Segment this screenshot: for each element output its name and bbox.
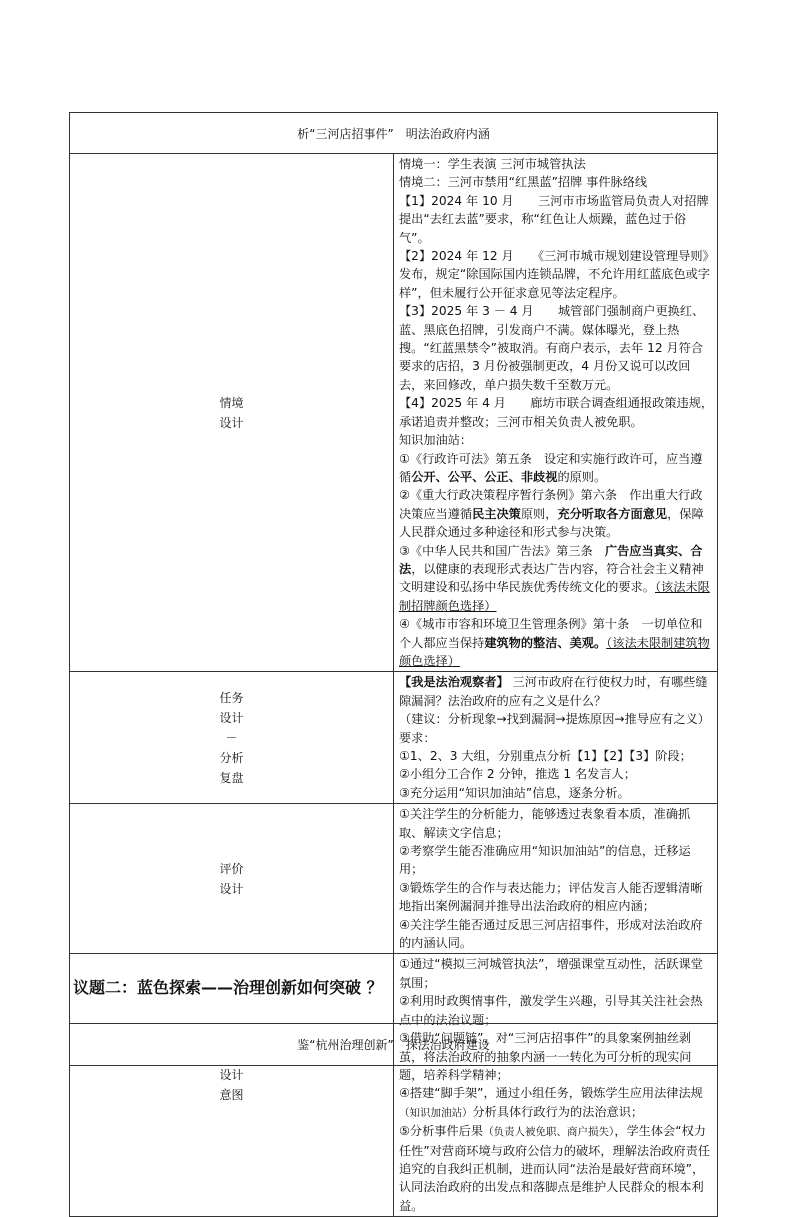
row-evaluation-design [70,804,718,954]
evaluation-line-4: ④关注学生能否通过反思三河店招事件，形成对法治政府的内涵认同。 [399,917,703,951]
event-3: 【3】2025 年 3 － 4 月 城管部门强制商户更换红、蓝、黑底色招牌，引发商户不满。媒体曝光，登上热搜。“红蓝黑禁令”被取消。有商户表示，去年 12 月符合要求的店招，3 月份被强制更改，4 月份又说可以改回去，来回修改，单户损失数千至数万元。 [399,304,705,392]
law-3-emphasis: 广告应当真实、合法 [399,543,703,576]
task-title: 【我是法治观察者】 [399,675,509,690]
intent-line-5 [399,1122,714,1215]
task-hint: （建议：分析现象→找到漏洞→提炼原因→推导应有之义） [399,712,710,727]
label-line: 分析 [219,750,244,765]
law-4-note: （该法未限制建筑物颜色选择） [399,635,710,668]
law-2-mid: 原则， [520,506,558,521]
intent-line-3: ③借助“问题链”，对“三河店招事件”的具象案例抽丝剥茧，将法治政府的抽象内涵一一转化为可分析的现实问题，培养科学精神； [399,1031,692,1082]
row-scenario-design [70,154,718,672]
issue-two-title: 议题二：蓝色探索——治理创新如何突破 ？ [73,978,383,997]
scenario-content [394,154,718,672]
law-3 [399,542,714,616]
row-label-evaluation [70,804,394,954]
intent-line-1: ①通过“模拟三河城管执法”，增强课堂互动性，活跃课堂氛围； [399,957,703,990]
event-1: 【1】2024 年 10 月 三河市市场监管局负责人对招牌提出“去红去蓝”要求，称“红色让人烦躁，蓝色过于俗气”。 [399,193,709,245]
task-question [399,673,714,710]
intent-line-5-tail: ，学生体会“权力任性”对营商环境与政府公信力的破坏，理解法治政府责任追究的自我纠正机制，进而认同“法治是最好营商环境”，认同法治政府的出发点和落脚点是维护人民群众的根本利益。 [399,1124,711,1213]
label-line: 任务 [219,690,244,705]
law-2 [399,486,714,541]
law-3-body: ，以健康的表现形式表达广告内容，符合社会主义精神文明建设和弘扬中华民族优秀传统文化的要求。 [399,561,704,595]
event-4: 【4】2025 年 4 月 廊坊市联合调查组通报政策违规，承诺追责并整改；三河市相关负责人被免职。 [399,396,714,429]
row-label-task [70,672,394,804]
label-line: 设计 [219,881,244,896]
task-requirement-1: ①1、2、3 大组，分别重点分析【1】【2】【3】阶段； [399,749,692,763]
label-line: 情境 [219,395,244,410]
intent-line-5-text: ⑤分析事件后果 [399,1124,484,1139]
intent-line-4-text: ④搭建“脚手架”，通过小组任务，锻炼学生应用法律法规 [399,1086,703,1101]
label-line: 评价 [219,861,244,876]
intent-line-4 [399,1084,714,1122]
intent-content [394,954,718,1217]
label-line: 意图 [219,1088,244,1103]
intent-line-4-note: （知识加油站） [399,1106,473,1119]
label-line: 设计 [219,710,244,725]
law-1-tail: 的原则。 [557,469,607,484]
law-4-emphasis: 建筑物的整洁、美观。 [484,635,607,650]
intent-line-5-note: （负责人被免职、商户损失） [483,1126,615,1139]
table2-header: 鉴“杭州治理创新” 探法治政府建设 [70,1024,718,1066]
scenario-line-2: 情境二：三河市禁用“红黑蓝”招牌 事件脉络线 [399,175,648,190]
law-2-emphasis-1: 民主决策 [472,506,521,521]
evaluation-line-2: ②考察学生能否准确应用“知识加油站”的信息，迁移运用； [399,844,691,877]
law-3-note: （该法未限制招牌颜色选择） [399,580,710,613]
knowledge-station-title: 知识加油站： [399,433,473,448]
label-line: 设计 [219,415,244,430]
law-4 [399,615,714,670]
intent-line-4-tail: 分析具体行政行为的法治意识； [472,1104,644,1119]
row-task-design [70,672,718,804]
row-label-scenario [70,154,394,672]
task-requirement-3: ③充分运用“知识加油站”信息，逐条分析。 [399,785,630,800]
table1-header: 析“三河店招事件” 明法治政府内涵 [70,113,718,154]
task-question-text: 三河市政府在行使权力时，有哪些缝隙漏洞？法治政府的应有之义是什么？ [399,675,708,708]
task-requirements-title: 要求： [399,730,436,745]
scenario-line-1: 情境一：学生表演 三河市城管执法 [399,157,586,171]
label-line: 设计 [219,1068,244,1083]
law-4-text: ④《城市市容和环境卫生管理条例》第十条 一切单位和个人都应当保持 [399,617,703,650]
event-2: 【2】2024 年 12 月 《三河市城市规划建设管理导则》发布，规定“除国际国内连锁品牌，不允许用红蓝底色或字样”，但未履行公开征求意见等法定程序。 [399,249,711,300]
label-line: 复盘 [219,770,244,785]
law-2-tail: ，保障人民群众通过多种途径和形式参与决策。 [399,506,704,540]
law-1-emphasis: 公开、公平、公正、非歧视 [411,469,558,484]
law-1-text: ①《行政许可法》第五条 设定和实施行政许可，应当遵循 [399,451,703,484]
law-3-text: ③《中华人民共和国广告法》第三条 [399,543,605,558]
lesson-table-2 [69,1023,718,1066]
task-content [394,672,718,804]
evaluation-content [394,804,718,954]
law-2-text: ②《重大行政决策程序暂行条例》第六条 作出重大行政决策应当遵循 [399,488,703,521]
label-line: － [225,730,238,745]
task-requirement-2: ②小组分工合作 2 分钟，推选 1 名发言人； [399,767,636,782]
law-1 [399,450,714,487]
evaluation-line-3: ③锻炼学生的合作与表达能力；评估发言人能否逻辑清晰地指出案例漏洞并推导出法治政府的相应内涵； [399,880,703,914]
law-2-emphasis-2: 充分听取各方面意见 [557,506,668,521]
intent-line-2: ②利用时政舆情事件，激发学生兴趣，引导其关注社会热点中的法治议题； [399,994,703,1027]
evaluation-line-1: ①关注学生的分析能力，能够透过表象看本质，准确抓取、解读文字信息； [399,807,691,840]
